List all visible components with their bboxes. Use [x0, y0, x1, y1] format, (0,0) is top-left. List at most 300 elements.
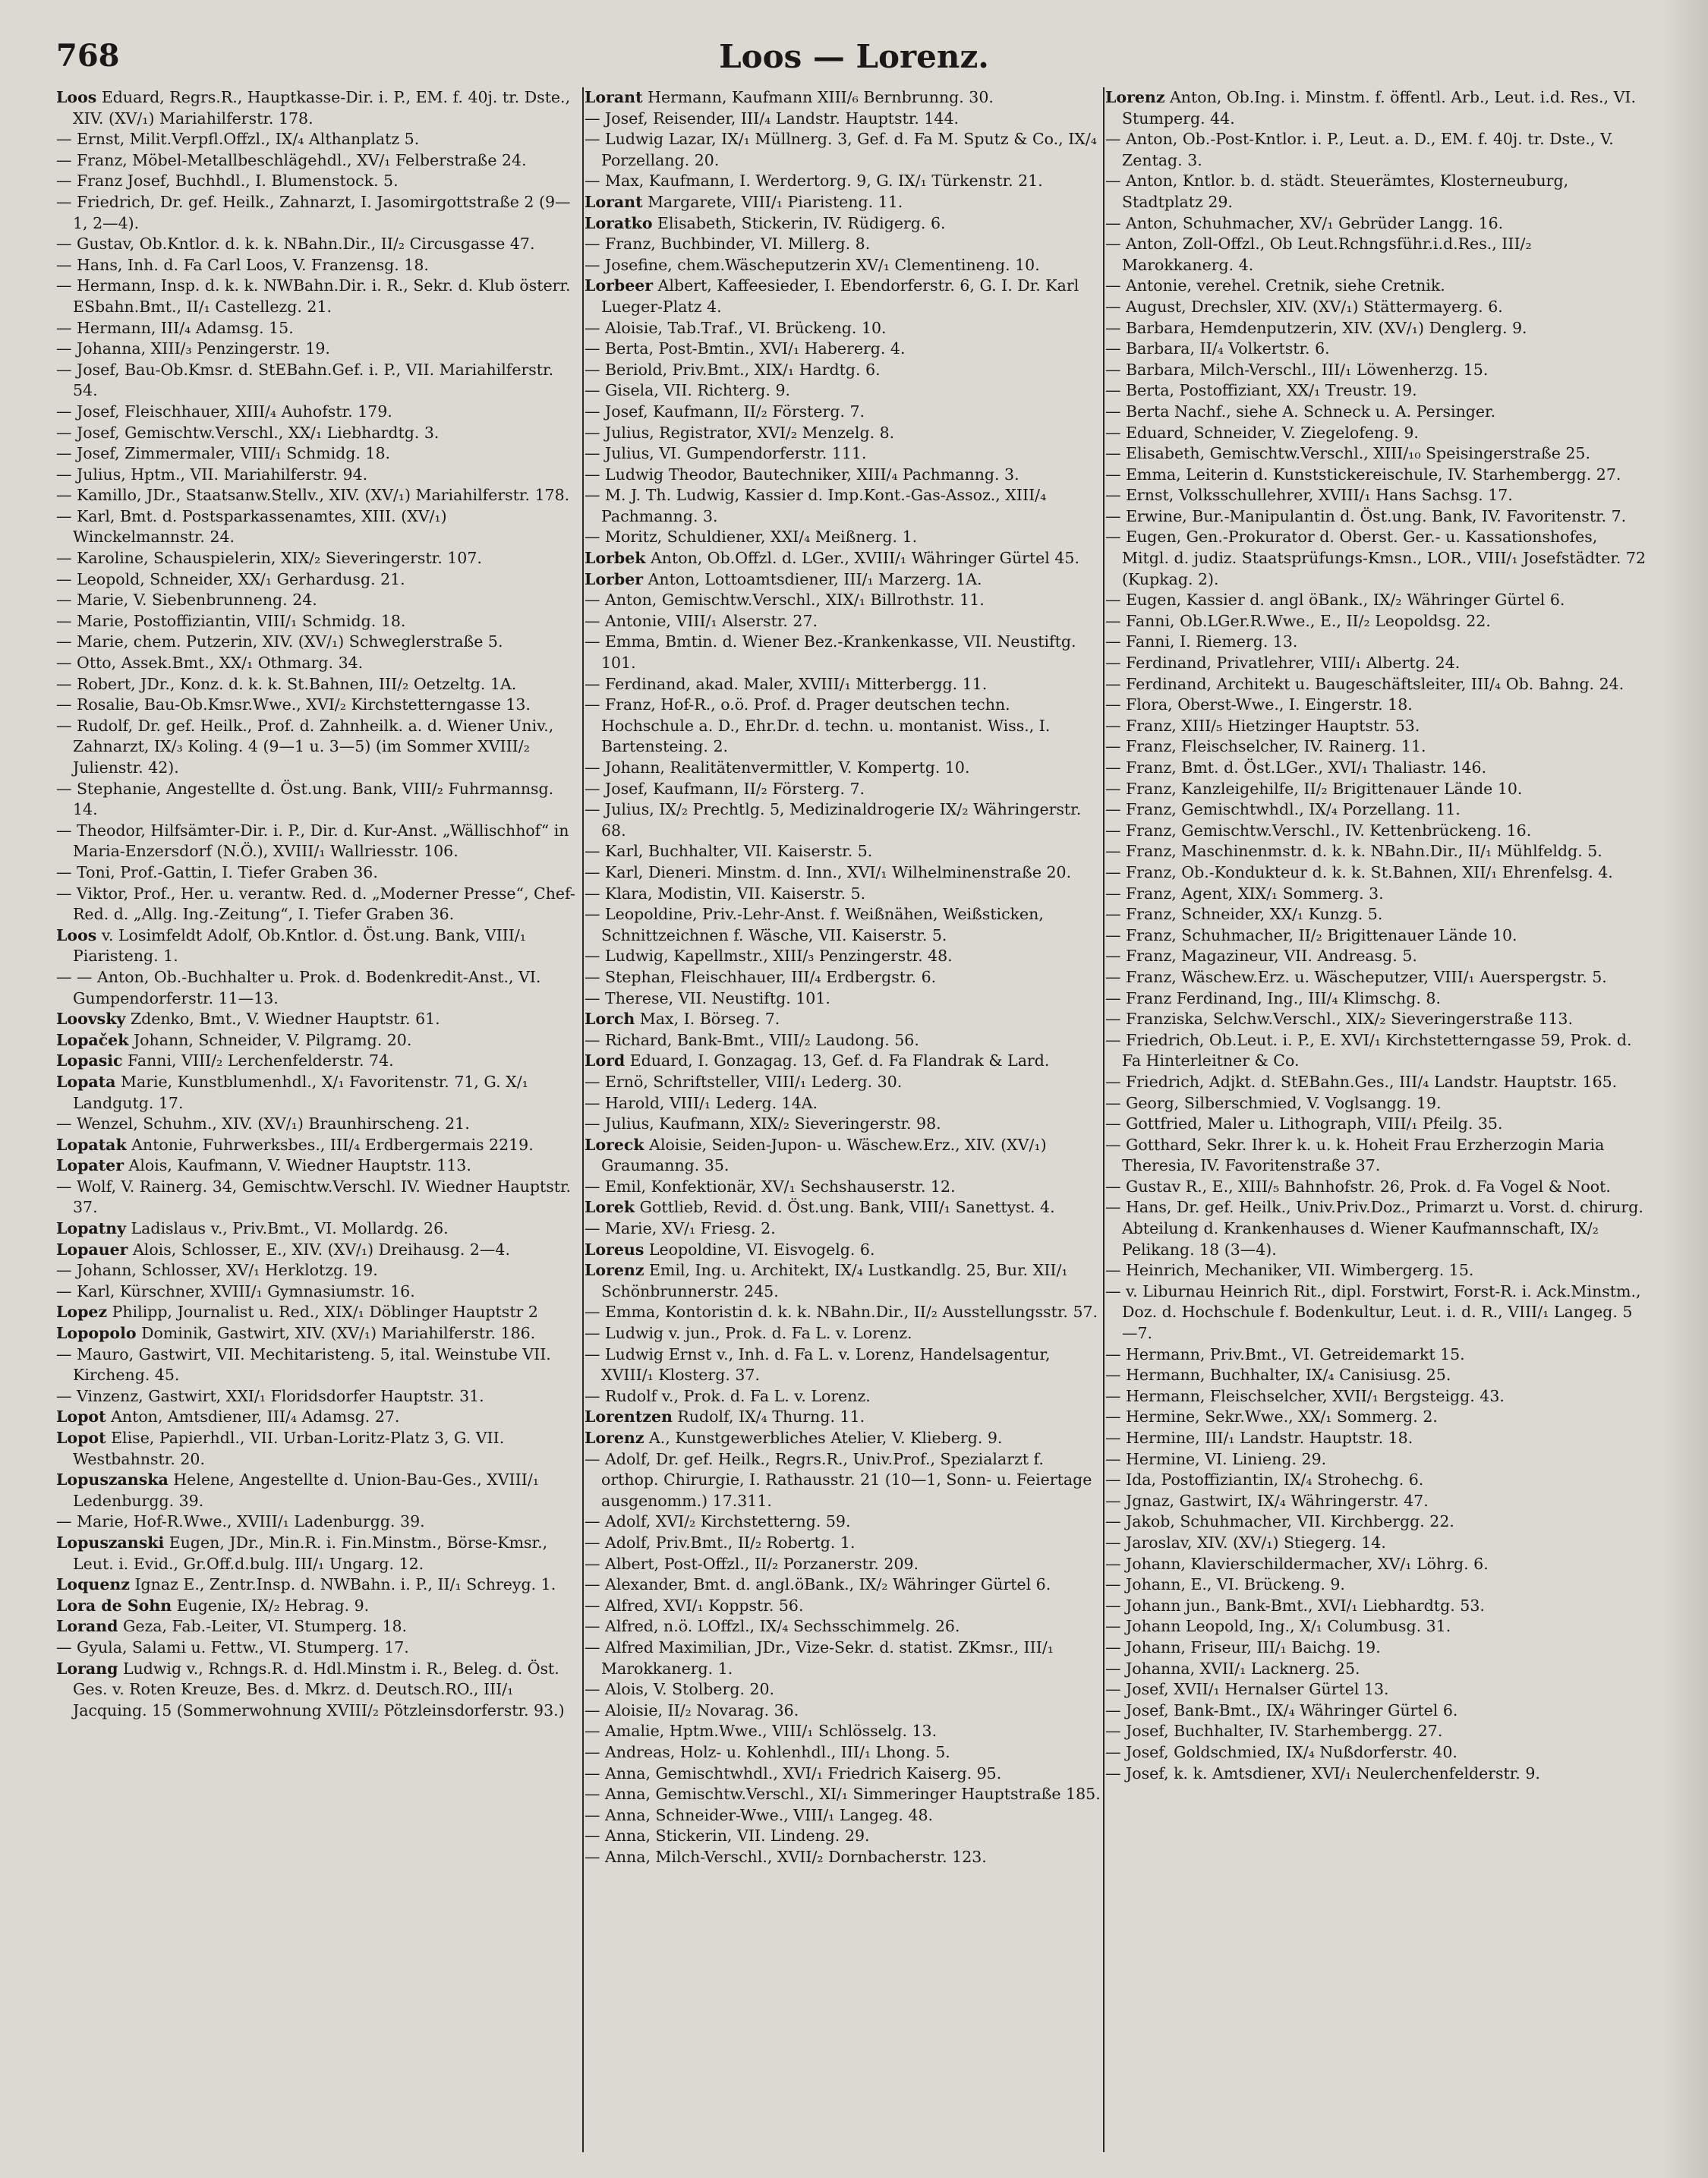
directory-entry: [585, 1030, 1101, 1051]
directory-entry: [1105, 611, 1646, 632]
entry-details: — Alfred, n.ö. LOffzl., IX/₄ Sechsschimmelg. 26.: [585, 1617, 960, 1636]
entry-details: — Antonie, VIII/₁ Alserstr. 27.: [585, 611, 818, 630]
directory-entry: [1105, 402, 1646, 423]
entry-details: — Johann, Klavierschildermacher, XV/₁ Löhrg. 6.: [1105, 1554, 1489, 1573]
entry-details: — Ludwig Lazar, IX/₁ Müllnerg. 3, Gef. d. Fa M. Sputz & Co., IX/₄ Porzellang. 20.: [585, 130, 1098, 169]
directory-entry: [1105, 506, 1646, 528]
entry-details: — Friedrich, Dr. gef. Heilk., Zahnarzt, I. Jasomirgottstraße 2 (9—1, 2—4).: [56, 192, 571, 232]
directory-entry: [585, 1177, 1101, 1198]
entry-details: — Anton, Zoll-Offzl., Ob Leut.Rchngsführ.i.d.Res., III/₂ Marokkanerg. 4.: [1105, 235, 1532, 274]
entry-details: — Franz, Buchbinder, VI. Millerg. 8.: [585, 235, 871, 254]
entry-surname: Lopuszanski: [56, 1533, 165, 1552]
entry-details: — Johann, Schlosser, XV/₁ Herklotzg. 19.: [56, 1261, 378, 1280]
entry-details: — Ludwig Theodor, Bautechniker, XIII/₄ Pachmanng. 3.: [585, 465, 1019, 484]
directory-entry: [56, 465, 580, 486]
entry-details: — Franz, Möbel-Metallbeschlägehdl., XV/₁ Felberstraße 24.: [56, 150, 527, 169]
directory-entry: [56, 402, 580, 423]
entry-surname: Lorbek: [585, 549, 646, 568]
directory-entry: [585, 423, 1101, 444]
entry-details: — Emma, Bmtin. d. Wiener Bez.-Krankenkasse, VII. Neustiftg. 101.: [585, 632, 1076, 673]
entry-details: Fanni, VIII/₂ Lerchenfelderstr. 74.: [122, 1051, 394, 1070]
entry-surname: Loratko: [585, 213, 653, 232]
entry-surname: Lorenz: [585, 1261, 644, 1280]
entry-details: — Gisela, VII. Richterg. 9.: [585, 381, 791, 400]
entry-details: — Ida, Postoffiziantin, IX/₄ Strohechg. 6.: [1105, 1470, 1424, 1489]
entry-details: Ludwig v., Rchngs.R. d. Hdl.Minstm i. R., Beleg. d. Öst. Ges. v. Roten Kreuze, Bes. d. Mkrz. d. Deutsch.RO., III/₁ Jacquing. 15 (Sommerwohnung XVIII/₂ Pötzleinsdorferstr. 93.): [73, 1659, 565, 1719]
entry-details: — Leopoldine, Priv.-Lehr-Anst. f. Weißnähen, Weißsticken, Schnittzeichnen f. Wäsche, VII. Kaiserstr. 5.: [585, 905, 1044, 944]
directory-entry: [585, 485, 1101, 527]
entry-surname: Lora de Sohn: [56, 1596, 172, 1615]
directory-entry: [56, 1511, 580, 1533]
entry-details: — Franz, Agent, XIX/₁ Sommerg. 3.: [1105, 884, 1384, 903]
directory-entry: [56, 276, 580, 317]
directory-entry: [56, 171, 580, 192]
directory-entry: [1105, 129, 1646, 171]
entry-details: — Friedrich, Ob.Leut. i. P., E. XVI/₁ Kirchstetterngasse 59, Prok. d. Fa Hinterleitner & Co.: [1105, 1030, 1632, 1070]
directory-entry: [56, 632, 580, 653]
directory-entry: [1105, 1072, 1646, 1093]
directory-entry: [1105, 925, 1646, 947]
entry-details: Rudolf, IX/₄ Thurng. 11.: [672, 1407, 865, 1426]
entry-details: — Hermann, Fleischselcher, XVII/₁ Bergsteigg. 43.: [1105, 1386, 1505, 1405]
directory-entry: [1105, 276, 1646, 297]
entry-surname: Lopot: [56, 1429, 106, 1447]
directory-entry: [585, 548, 1101, 569]
entry-details: — Theodor, Hilfsämter-Dir. i. P., Dir. d. Kur-Anst. „Wällischhof“ in Maria-Enzersdorf (N.Ö.), XVIII/₁ Wallriesstr. 106.: [56, 821, 569, 861]
entry-details: — Hermine, III/₁ Landstr. Hauptstr. 18.: [1105, 1429, 1413, 1447]
entry-details: — Franz, Kanzleigehilfe, II/₂ Brigittenauer Lände 10.: [1105, 779, 1523, 798]
directory-entry: [585, 1449, 1101, 1512]
directory-entry: [585, 1533, 1101, 1554]
directory-entry: [56, 1470, 580, 1511]
entry-details: — Franz, Maschinenmstr. d. k. k. NBahn.Dir., II/₁ Mühlfeldg. 5.: [1105, 842, 1602, 861]
directory-entry: [56, 1428, 580, 1470]
directory-entry: [56, 506, 580, 548]
entry-details: — Franz, Wäschew.Erz. u. Wäscheputzer, VIII/₁ Auerspergstr. 5.: [1105, 967, 1607, 986]
entry-details: — Emma, Kontoristin d. k. k. NBahn.Dir., II/₂ Ausstellungsstr. 57.: [585, 1303, 1098, 1322]
directory-entry: [585, 1596, 1101, 1617]
directory-entry: [585, 1093, 1101, 1114]
directory-entry: [1105, 1700, 1646, 1722]
directory-entry: [56, 87, 580, 129]
entry-details: — Johann, Friseur, III/₁ Baichg. 19.: [1105, 1637, 1381, 1656]
entry-details: — Anna, Schneider-Wwe., VIII/₁ Langeg. 48.: [585, 1805, 934, 1824]
entry-surname: Lopatak: [56, 1135, 127, 1154]
entry-details: — Fanni, Ob.LGer.R.Wwe., E., II/₂ Leopoldsg. 22.: [1105, 611, 1491, 630]
directory-entry: [585, 904, 1101, 946]
entry-details: — Josef, XVII/₁ Hernalser Gürtel 13.: [1105, 1680, 1389, 1699]
entry-details: — Josef, Buchhalter, IV. Starhembergg. 27.: [1105, 1722, 1443, 1741]
entry-details: — Marie, Postoffiziantin, VIII/₁ Schmidg. 18.: [56, 611, 406, 630]
directory-entry: [585, 590, 1101, 611]
page-header: [0, 38, 1708, 84]
entry-details: — Hans, Inh. d. Fa Carl Loos, V. Franzensg. 18.: [56, 255, 429, 274]
directory-entry: [56, 1009, 580, 1030]
directory-entry: [585, 1511, 1101, 1533]
directory-entry: [1105, 904, 1646, 925]
entry-details: Anton, Amtsdiener, III/₄ Adamsg. 27.: [106, 1407, 400, 1426]
entry-details: — Anna, Gemischtwhdl., XVI/₁ Friedrich Kaiserg. 95.: [585, 1764, 1002, 1782]
directory-entry: [56, 779, 580, 821]
entry-surname: Lopatny: [56, 1219, 126, 1238]
entry-surname: Lopauer: [56, 1240, 128, 1259]
entry-details: — Eugen, Gen.-Prokurator d. Oberst. Ger.- u. Kassationshofes, Mitgl. d. judiz. Staatsprüfungs-Kmsn., LOR., VIII/₁ Josefstädter. 72 (Kupkag. 2).: [1105, 528, 1646, 588]
entry-details: — Hermine, Sekr.Wwe., XX/₁ Sommerg. 2.: [1105, 1407, 1438, 1426]
directory-entry: [585, 1554, 1101, 1575]
directory-entry: [585, 862, 1101, 884]
entry-details: Geza, Fab.-Leiter, VI. Stumperg. 18.: [118, 1617, 408, 1636]
entry-details: — Gyula, Salami u. Fettw., VI. Stumperg. 17.: [56, 1637, 409, 1656]
entry-details: — Rudolf v., Prok. d. Fa L. v. Lorenz.: [585, 1386, 871, 1405]
entry-details: — Hans, Dr. gef. Heilk., Univ.Priv.Doz., Primarzt u. Vorst. d. chirurg. Abteilung d. Krankenhauses d. Wiener Kaufmannschaft, IX/₂ Pelikang. 18 (3—4).: [1105, 1198, 1643, 1259]
entry-surname: Lorek: [585, 1198, 635, 1217]
directory-entry: [1105, 87, 1646, 129]
entry-details: Alois, Schlosser, E., XIV. (XV/₁) Dreihausg. 2—4.: [128, 1240, 510, 1259]
directory-entry: [1105, 1637, 1646, 1659]
entry-details: A., Kunstgewerbliches Atelier, V. Klieberg. 9.: [644, 1429, 1003, 1447]
directory-entry: [1105, 862, 1646, 884]
directory-entry: [585, 360, 1101, 381]
entry-surname: Lorbeer: [585, 276, 654, 295]
entry-details: — Eduard, Schneider, V. Ziegelofeng. 9.: [1105, 423, 1419, 442]
entry-details: Eduard, I. Gonzagag. 13, Gef. d. Fa Flandrak & Lard.: [625, 1051, 1050, 1070]
entry-details: — Otto, Assek.Bmt., XX/₁ Othmarg. 34.: [56, 654, 364, 673]
entry-details: — Marie, chem. Putzerin, XIV. (XV/₁) Schweglerstraße 5.: [56, 632, 503, 651]
directory-entry: [585, 611, 1101, 632]
entry-details: Helene, Angestellte d. Union-Bau-Ges., XVIII/₁ Ledenburgg. 39.: [73, 1470, 539, 1510]
entry-details: — Barbara, Hemdenputzerin, XIV. (XV/₁) Denglerg. 9.: [1105, 318, 1527, 337]
directory-entry: [1105, 1407, 1646, 1428]
entry-surname: Lorand: [56, 1617, 118, 1636]
entry-details: — Klara, Modistin, VII. Kaiserstr. 5.: [585, 884, 866, 903]
entry-details: — Johann jun., Bank-Bmt., XVI/₁ Liebhardtg. 53.: [1105, 1596, 1485, 1615]
directory-entry: [1105, 674, 1646, 695]
scan-edge: [1662, 0, 1708, 2178]
directory-entry: [1105, 1281, 1646, 1344]
entry-details: — Gustav R., E., XIII/₅ Bahnhofstr. 26, Prok. d. Fa Vogel & Noot.: [1105, 1177, 1611, 1196]
directory-entry: [1105, 1554, 1646, 1575]
entry-details: — Andreas, Holz- u. Kohlenhdl., III/₁ Lhong. 5.: [585, 1742, 950, 1761]
directory-entry: [1105, 695, 1646, 716]
entry-details: — Emma, Leiterin d. Kunststickereischule, IV. Starhembergg. 27.: [1105, 465, 1621, 484]
entry-details: — Stephan, Fleischhauer, III/₄ Erdbergstr. 6.: [585, 967, 937, 986]
directory-entry: [1105, 1135, 1646, 1177]
entry-details: Eugenie, IX/₂ Hebrag. 9.: [172, 1596, 370, 1615]
directory-entry: [585, 276, 1101, 317]
directory-entry: [56, 569, 580, 591]
directory-entry: [1105, 297, 1646, 318]
column-divider: [582, 87, 584, 2152]
directory-entry: [585, 109, 1101, 130]
directory-entry: [1105, 1260, 1646, 1281]
entry-details: — Moritz, Schuldiener, XXI/₄ Meißnerg. 1.: [585, 528, 918, 547]
entry-surname: Lorant: [585, 88, 643, 106]
directory-entry: [1105, 884, 1646, 905]
entry-details: Eugen, JDr., Min.R. i. Fin.Minstm., Börse-Kmsr., Leut. i. Evid., Gr.Off.d.bulg. III/₁ Ungarg. 12.: [73, 1533, 548, 1573]
entry-surname: Lorber: [585, 569, 644, 588]
directory-entry: [1105, 171, 1646, 213]
directory-entry: [56, 1155, 580, 1177]
entry-details: — Hermann, Buchhalter, IX/₄ Canisiusg. 25.: [1105, 1366, 1451, 1385]
entry-details: — Franz, Magazineur, VII. Andreasg. 5.: [1105, 947, 1417, 966]
directory-entry: [56, 485, 580, 506]
directory-entry: [56, 884, 580, 925]
entry-details: Alois, Kaufmann, V. Wiedner Hauptstr. 113.: [124, 1156, 471, 1175]
directory-entry: [1105, 1679, 1646, 1700]
entry-details: — Josef, Bau-Ob.Kmsr. d. StEBahn.Gef. i. P., VII. Mariahilferstr. 54.: [56, 360, 554, 400]
directory-entry: [1105, 590, 1646, 611]
entry-surname: Loquenz: [56, 1575, 130, 1594]
entry-details: — Anton, Ob.-Post-Kntlor. i. P., Leut. a. D., EM. f. 40j. tr. Dste., V. Zentag. 3.: [1105, 130, 1614, 169]
entry-details: Anton, Ob.Offzl. d. LGer., XVIII/₁ Währinger Gürtel 45.: [645, 549, 1079, 568]
entry-details: — Karl, Bmt. d. Postsparkassenamtes, XIII. (XV/₁) Winckelmannstr. 24.: [56, 506, 447, 547]
directory-entry: [56, 423, 580, 444]
directory-entry: [585, 1344, 1101, 1386]
entry-surname: Loos: [56, 925, 97, 944]
entry-surname: Loreus: [585, 1240, 644, 1259]
entry-details: — Anton, Schuhmacher, XV/₁ Gebrüder Langg. 16.: [1105, 213, 1504, 232]
entry-details: — Adolf, XVI/₂ Kirchstetterng. 59.: [585, 1512, 851, 1531]
directory-entry: [56, 862, 580, 884]
entry-details: Johann, Schneider, V. Pilgramg. 20.: [128, 1030, 412, 1049]
directory-entry: [585, 1323, 1101, 1344]
directory-entry: [56, 318, 580, 339]
entry-details: — Emil, Konfektionär, XV/₁ Sechshauserstr. 12.: [585, 1177, 956, 1196]
directory-entry: [585, 1302, 1101, 1323]
entry-details: — Viktor, Prof., Her. u. verantw. Red. d. „Moderner Presse“, Chef-Red. d. „Allg. Ing.-Zeitung“, I. Tiefer Graben 36.: [56, 884, 575, 924]
entry-details: — Franz, Schneider, XX/₁ Kunzg. 5.: [1105, 905, 1383, 924]
entry-details: Anton, Lottoamtsdiener, III/₁ Marzerg. 1A.: [643, 569, 982, 588]
entry-details: — Ludwig Ernst v., Inh. d. Fa L. v. Lorenz, Handelsagentur, XVIII/₁ Klosterg. 37.: [585, 1344, 1051, 1385]
directory-entry: [56, 234, 580, 255]
entry-details: — Ernst, Volksschullehrer, XVIII/₁ Hans Sachsg. 17.: [1105, 486, 1513, 505]
directory-entry: [1105, 1470, 1646, 1491]
directory-entry: [585, 758, 1101, 779]
entry-details: — Aloisie, Tab.Traf., VI. Brückeng. 10.: [585, 318, 887, 337]
directory-entry: [1105, 318, 1646, 339]
directory-entry: [585, 129, 1101, 171]
directory-entry: [1105, 799, 1646, 821]
directory-entry: [585, 192, 1101, 213]
entry-surname: Loovsky: [56, 1010, 126, 1029]
entry-details: — Marie, V. Siebenbrunneng. 24.: [56, 591, 317, 610]
directory-entry: [585, 1805, 1101, 1827]
entry-details: Antonie, Fuhrwerksbes., III/₄ Erdbergermais 2219.: [126, 1135, 534, 1154]
entry-details: — Franz, Bmt. d. Öst.LGer., XVI/₁ Thaliastr. 146.: [1105, 758, 1487, 777]
entry-details: — Ferdinand, akad. Maler, XVIII/₁ Mitterbergg. 11.: [585, 674, 988, 693]
entry-details: — Josef, Kaufmann, II/₂ Försterg. 7.: [585, 402, 865, 421]
entry-details: — Robert, JDr., Konz. d. k. k. St.Bahnen, III/₂ Oetzeltg. 1A.: [56, 674, 517, 693]
directory-entry: [585, 255, 1101, 276]
entry-details: — Julius, IX/₂ Prechtlg. 5, Medizinaldrogerie IX/₂ Währingerstr. 68.: [585, 800, 1082, 840]
directory-entry: [585, 674, 1101, 695]
directory-entry: [585, 1784, 1101, 1805]
entry-details: — Anton, Kntlor. b. d. städt. Steuerämtes, Klosterneuburg, Stadtplatz 29.: [1105, 172, 1569, 211]
entry-details: — Berta Nachf., siehe A. Schneck u. A. Persinger.: [1105, 402, 1496, 421]
directory-entry: [56, 1574, 580, 1596]
directory-entry: [1105, 653, 1646, 674]
directory-entry: [56, 1596, 580, 1617]
entry-details: Elise, Papierhdl., VII. Urban-Loritz-Platz 3, G. VII. Westbahnstr. 20.: [73, 1429, 505, 1468]
directory-entry: [585, 1260, 1101, 1302]
entry-surname: Lorenz: [585, 1429, 644, 1447]
directory-entry: [56, 1135, 580, 1156]
column-left: [56, 87, 580, 2152]
directory-entry: [1105, 967, 1646, 988]
entry-details: — Therese, VII. Neustiftg. 101.: [585, 988, 830, 1007]
entry-details: — Max, Kaufmann, I. Werdertorg. 9, G. IX/₁ Türkenstr. 21.: [585, 172, 1043, 191]
entry-details: — Josefine, chem.Wäscheputzerin XV/₁ Clementineng. 10.: [585, 255, 1040, 274]
entry-details: — Richard, Bank-Bmt., VIII/₂ Laudong. 56.: [585, 1030, 919, 1049]
entry-details: — Ludwig v. jun., Prok. d. Fa L. v. Lorenz.: [585, 1324, 912, 1343]
directory-entry: [56, 674, 580, 695]
entry-surname: Lorenz: [1105, 88, 1165, 106]
entry-details: — Fanni, I. Riemerg. 13.: [1105, 632, 1298, 651]
entry-details: — Gottfried, Maler u. Lithograph, VIII/₁ Pfeilg. 35.: [1105, 1114, 1503, 1133]
directory-entry: [585, 988, 1101, 1010]
entry-details: — Josef, Zimmermaler, VIII/₁ Schmidg. 18.: [56, 444, 390, 463]
entry-details: — Franz, Gemischtw.Verschl., IV. Kettenbrückeng. 16.: [1105, 821, 1532, 840]
entry-details: — Julius, Kaufmann, XIX/₂ Sieveringerstr. 98.: [585, 1114, 941, 1133]
directory-entry: [1105, 527, 1646, 590]
entry-details: Ladislaus v., Priv.Bmt., VI. Mollardg. 26.: [126, 1219, 449, 1238]
directory-entry: [1105, 1009, 1646, 1030]
directory-entry: [585, 1051, 1101, 1072]
directory-entry: [1105, 1030, 1646, 1072]
directory-entry: [1105, 360, 1646, 381]
entry-details: — Antonie, verehel. Cretnik, siehe Cretnik.: [1105, 276, 1445, 295]
directory-entry: [1105, 716, 1646, 737]
entry-details: — Ernö, Schriftsteller, VIII/₁ Lederg. 30.: [585, 1072, 903, 1091]
entry-surname: Lopasic: [56, 1051, 123, 1070]
entry-details: — Jakob, Schuhmacher, VII. Kirchbergg. 22.: [1105, 1512, 1454, 1531]
entry-details: — Josef, k. k. Amtsdiener, XVI/₁ Neulerchenfelderstr. 9.: [1105, 1764, 1540, 1782]
directory-entry: [1105, 1491, 1646, 1512]
directory-entry: [56, 1386, 580, 1407]
entry-details: — Josef, Reisender, III/₄ Landstr. Hauptstr. 144.: [585, 109, 960, 128]
directory-entry: [1105, 1428, 1646, 1449]
directory-entry: [1105, 779, 1646, 800]
directory-entry: [1105, 988, 1646, 1010]
entry-surname: Lorentzen: [585, 1407, 673, 1426]
directory-entry: [585, 213, 1101, 235]
entry-details: — Josef, Bank-Bmt., IX/₄ Währinger Gürtel 6.: [1105, 1700, 1458, 1719]
directory-entry: [56, 1051, 580, 1072]
entry-details: — Josef, Goldschmied, IX/₄ Nußdorferstr. 40.: [1105, 1742, 1457, 1761]
directory-entry: [56, 1659, 580, 1722]
entry-details: — Karl, Kürschner, XVIII/₁ Gymnasiumstr. 16.: [56, 1281, 415, 1300]
directory-entry: [56, 1218, 580, 1240]
entry-details: — — Anton, Ob.-Buchhalter u. Prok. d. Bodenkredit-Anst., VI. Gumpendorferstr. 11—13.: [56, 967, 541, 1007]
directory-entry: [1105, 1659, 1646, 1680]
column-middle: [585, 87, 1101, 2152]
entry-details: — Wenzel, Schuhm., XIV. (XV/₁) Braunhirscheng. 21.: [56, 1114, 470, 1133]
directory-entry: [585, 1679, 1101, 1700]
directory-entry: [585, 339, 1101, 360]
directory-entry: [1105, 946, 1646, 967]
entry-surname: Lorant: [585, 192, 643, 211]
entry-details: — Franz, XIII/₅ Hietzinger Hauptstr. 53.: [1105, 716, 1420, 735]
directory-entry: [585, 1114, 1101, 1135]
column-divider: [1103, 87, 1105, 2152]
directory-entry: [1105, 1197, 1646, 1260]
directory-entry: [585, 443, 1101, 465]
entry-details: — Karoline, Schauspielerin, XIX/₂ Sieveringerstr. 107.: [56, 549, 482, 568]
entry-details: — Johann Leopold, Ing., X/₁ Columbusg. 31.: [1105, 1617, 1451, 1636]
entry-details: — Rosalie, Bau-Ob.Kmsr.Wwe., XVI/₂ Kirchstetterngasse 13.: [56, 695, 531, 714]
directory-entry: [1105, 1533, 1646, 1554]
entry-details: Aloisie, Seiden-Jupon- u. Wäschew.Erz., XIV. (XV/₁) Graumanng. 35.: [601, 1135, 1047, 1175]
entry-details: — Ferdinand, Architekt u. Baugeschäftsleiter, III/₄ Ob. Bahng. 24.: [1105, 674, 1624, 693]
entry-details: — Barbara, II/₄ Volkertstr. 6.: [1105, 339, 1330, 358]
directory-entry: [585, 465, 1101, 486]
directory-entry: [56, 967, 580, 1009]
entry-details: — Johann, Realitätenvermittler, V. Kompertg. 10.: [585, 758, 970, 777]
directory-entry: [56, 1344, 580, 1386]
column-right: [1105, 87, 1646, 2152]
entry-details: — Berta, Post-Bmtin., XVI/₁ Habererg. 4.: [585, 339, 906, 358]
directory-entry: [585, 87, 1101, 109]
entry-surname: Lord: [585, 1051, 626, 1070]
entry-details: — Alexander, Bmt. d. angl.öBank., IX/₂ Währinger Gürtel 6.: [585, 1575, 1051, 1594]
directory-entry: [56, 1240, 580, 1261]
directory-entry: [56, 1302, 580, 1323]
directory-entry: [585, 1197, 1101, 1218]
directory-entry: [1105, 1596, 1646, 1617]
entry-details: — Josef, Gemischtw.Verschl., XX/₁ Liebhardtg. 3.: [56, 423, 440, 442]
directory-entry: [1105, 1344, 1646, 1366]
directory-entry: [585, 946, 1101, 967]
entry-details: — M. J. Th. Ludwig, Kassier d. Imp.Kont.-Gas-Assoz., XIII/₄ Pachmanng. 3.: [585, 486, 1047, 525]
entry-details: — Heinrich, Mechaniker, VII. Wimbergerg. 15.: [1105, 1261, 1474, 1280]
directory-entry: [585, 1135, 1101, 1177]
entry-surname: Lopopolo: [56, 1324, 137, 1343]
directory-entry: [1105, 443, 1646, 465]
entry-details: — Elisabeth, Gemischtw.Verschl., XIII/₁₀ Speisingerstraße 25.: [1105, 444, 1590, 463]
entry-details: — Marie, Hof-R.Wwe., XVIII/₁ Ladenburgg. 39.: [56, 1512, 425, 1531]
directory-entry: [56, 611, 580, 632]
entry-details: — Franz, Schuhmacher, II/₂ Brigittenauer Lände 10.: [1105, 925, 1517, 944]
entry-details: — Beriold, Priv.Bmt., XIX/₁ Hardtg. 6.: [585, 360, 881, 379]
entry-surname: Loreck: [585, 1135, 644, 1154]
entry-details: — Jaroslav, XIV. (XV/₁) Stiegerg. 14.: [1105, 1533, 1386, 1552]
entry-details: — Anna, Milch-Verschl., XVII/₂ Dornbacherstr. 123.: [585, 1847, 987, 1866]
directory-entry: [585, 402, 1101, 423]
directory-entry: [585, 884, 1101, 905]
directory-entry: [1105, 423, 1646, 444]
entry-surname: Lopata: [56, 1072, 116, 1091]
directory-entry: [585, 171, 1101, 192]
directory-entry: [1105, 339, 1646, 360]
directory-entry: [56, 1407, 580, 1428]
entry-surname: Lopuszanska: [56, 1470, 169, 1489]
directory-entry: [585, 1072, 1101, 1093]
directory-entry: [585, 799, 1101, 841]
entry-details: — Mauro, Gastwirt, VII. Mechitaristeng. 5, ital. Weinstube VII. Kircheng. 45.: [56, 1344, 551, 1385]
entry-details: — Gotthard, Sekr. Ihrer k. u. k. Hoheit Frau Erzherzogin Maria Theresia, IV. Favoritenstraße 37.: [1105, 1135, 1605, 1175]
directory-entry: [585, 380, 1101, 402]
directory-entry: [56, 1072, 580, 1114]
directory-entry: [1105, 1114, 1646, 1135]
directory-entry: [585, 1616, 1101, 1637]
entry-details: — Julius, VI. Gumpendorferstr. 111.: [585, 444, 867, 463]
directory-entry: [56, 1637, 580, 1659]
entry-details: — Aloisie, II/₂ Novarag. 36.: [585, 1700, 799, 1719]
entry-details: — Jgnaz, Gastwirt, IX/₄ Währingerstr. 47.: [1105, 1491, 1429, 1510]
entry-details: — Marie, XV/₁ Friesg. 2.: [585, 1219, 776, 1238]
directory-entry: [56, 1114, 580, 1135]
directory-entry: [1105, 1574, 1646, 1596]
